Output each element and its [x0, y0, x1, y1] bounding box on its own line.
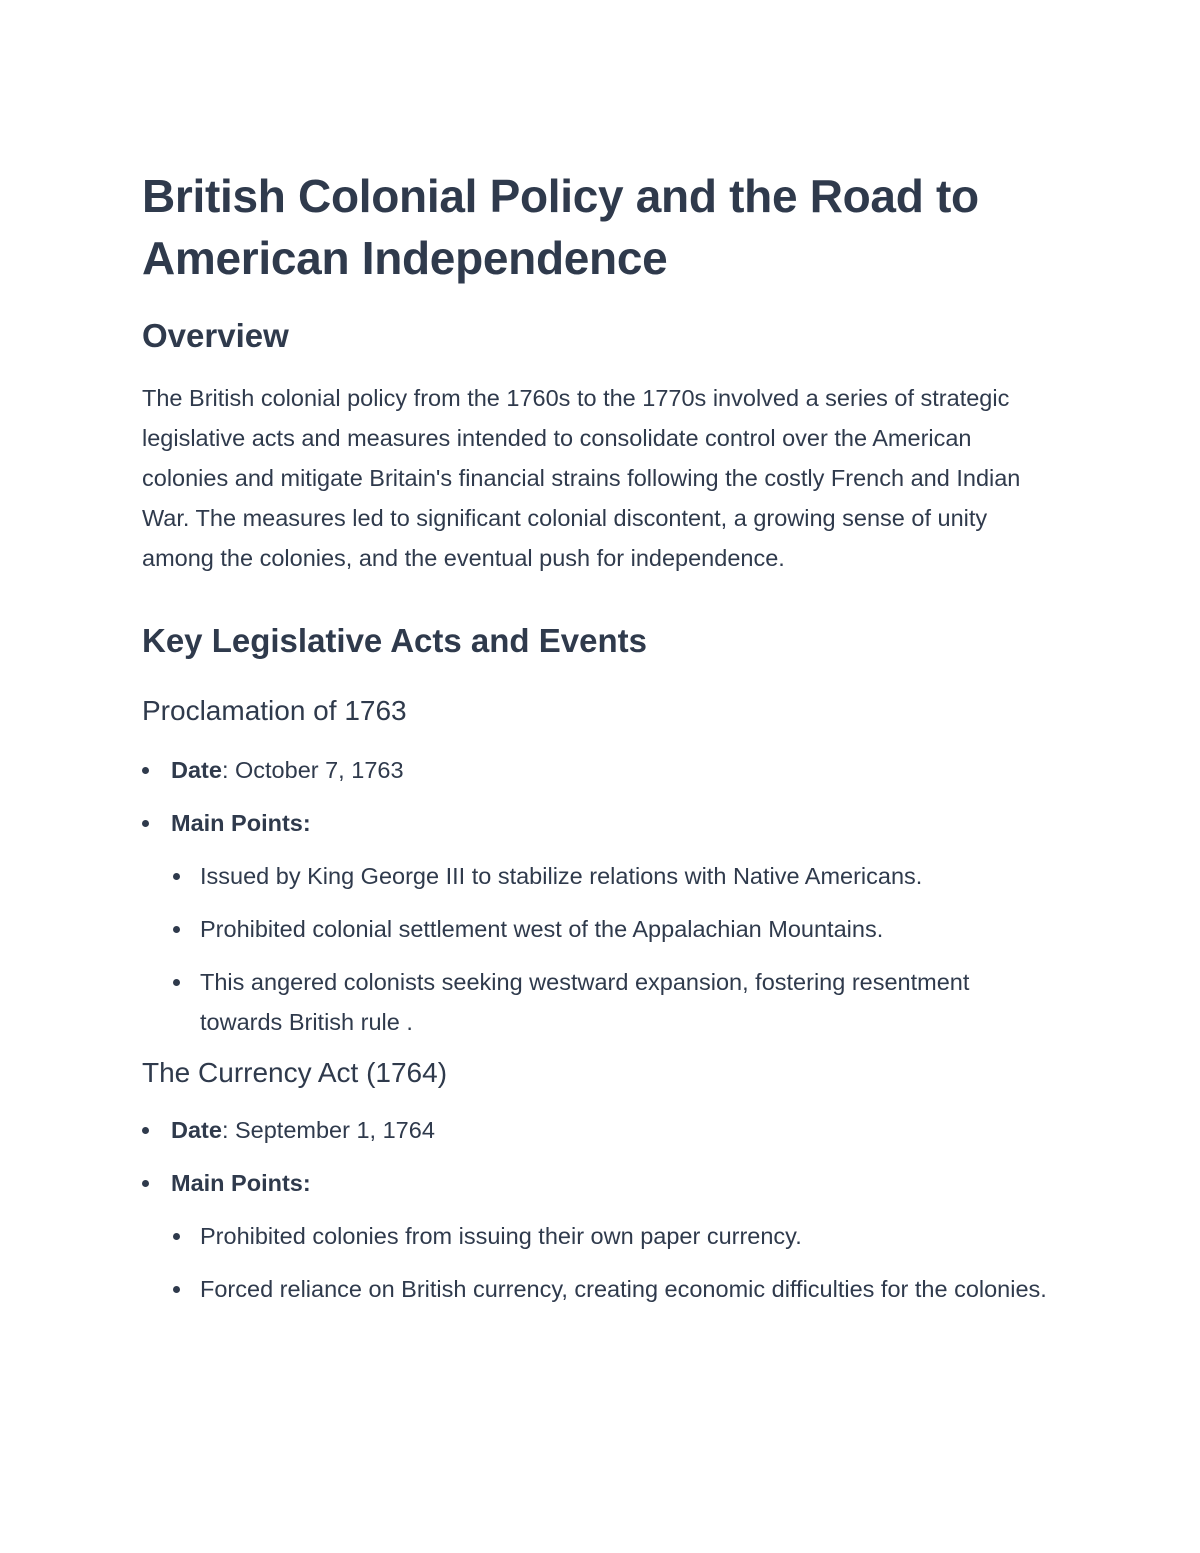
act-details-list	[142, 1110, 1062, 1309]
list-item-point	[142, 962, 980, 1042]
act-section-proclamation-1763	[142, 693, 1062, 1042]
overview-paragraph: The British colonial policy from the 1760s to the 1770s involved a series of strategic legislative acts and measures intended to consolidate control over the American colonies and mitigate Britain's financial strains following the costly French and Indian War. The measures led to significant colonial discontent, a growing sense of unity among the colonies, and the eventual push for independence.	[142, 385, 1021, 571]
bullet-icon	[173, 873, 180, 880]
point-text: This angered colonists seeking westward expansion, fostering resentment towards British rule .	[200, 969, 970, 1035]
list-item-point	[142, 909, 1062, 949]
point-text: Prohibited colonies from issuing their own paper currency.	[200, 1223, 802, 1249]
bullet-icon	[173, 979, 180, 986]
date-label: Date	[171, 757, 222, 783]
point-text: Forced reliance on British currency, creating economic difficulties for the colonies.	[200, 1276, 1047, 1302]
list-item-point	[142, 1216, 1062, 1256]
bullet-icon	[173, 1233, 180, 1240]
point-text: Prohibited colonial settlement west of the Appalachian Mountains.	[200, 916, 884, 942]
document-page	[142, 165, 1062, 1322]
date-value: : September 1, 1764	[221, 1117, 435, 1143]
bullet-icon	[173, 1286, 180, 1293]
list-item-main-points	[142, 803, 1062, 843]
list-item-point	[142, 1269, 1080, 1309]
page-title: British Colonial Policy and the Road to American Independence	[142, 170, 979, 284]
bullet-icon	[142, 767, 149, 774]
point-text: Issued by King George III to stabilize relations with Native Americans.	[200, 863, 923, 889]
list-item-date	[142, 1110, 1062, 1150]
main-points-label: Main Points:	[171, 810, 311, 836]
date-value: : October 7, 1763	[221, 757, 404, 783]
act-section-currency-act-1764	[142, 1055, 1062, 1309]
date-label: Date	[171, 1117, 222, 1143]
main-points-label: Main Points:	[171, 1170, 311, 1196]
key-acts-heading: Key Legislative Acts and Events	[142, 622, 647, 659]
act-heading: Proclamation of 1763	[142, 695, 407, 726]
act-heading: The Currency Act (1764)	[142, 1057, 448, 1088]
bullet-icon	[142, 1180, 149, 1187]
list-item-point	[142, 856, 1062, 896]
overview-heading: Overview	[142, 317, 289, 354]
act-details-list	[142, 750, 1062, 1042]
bullet-icon	[142, 820, 149, 827]
list-item-date	[142, 750, 1062, 790]
bullet-icon	[142, 1127, 149, 1134]
bullet-icon	[173, 926, 180, 933]
list-item-main-points	[142, 1163, 1062, 1203]
